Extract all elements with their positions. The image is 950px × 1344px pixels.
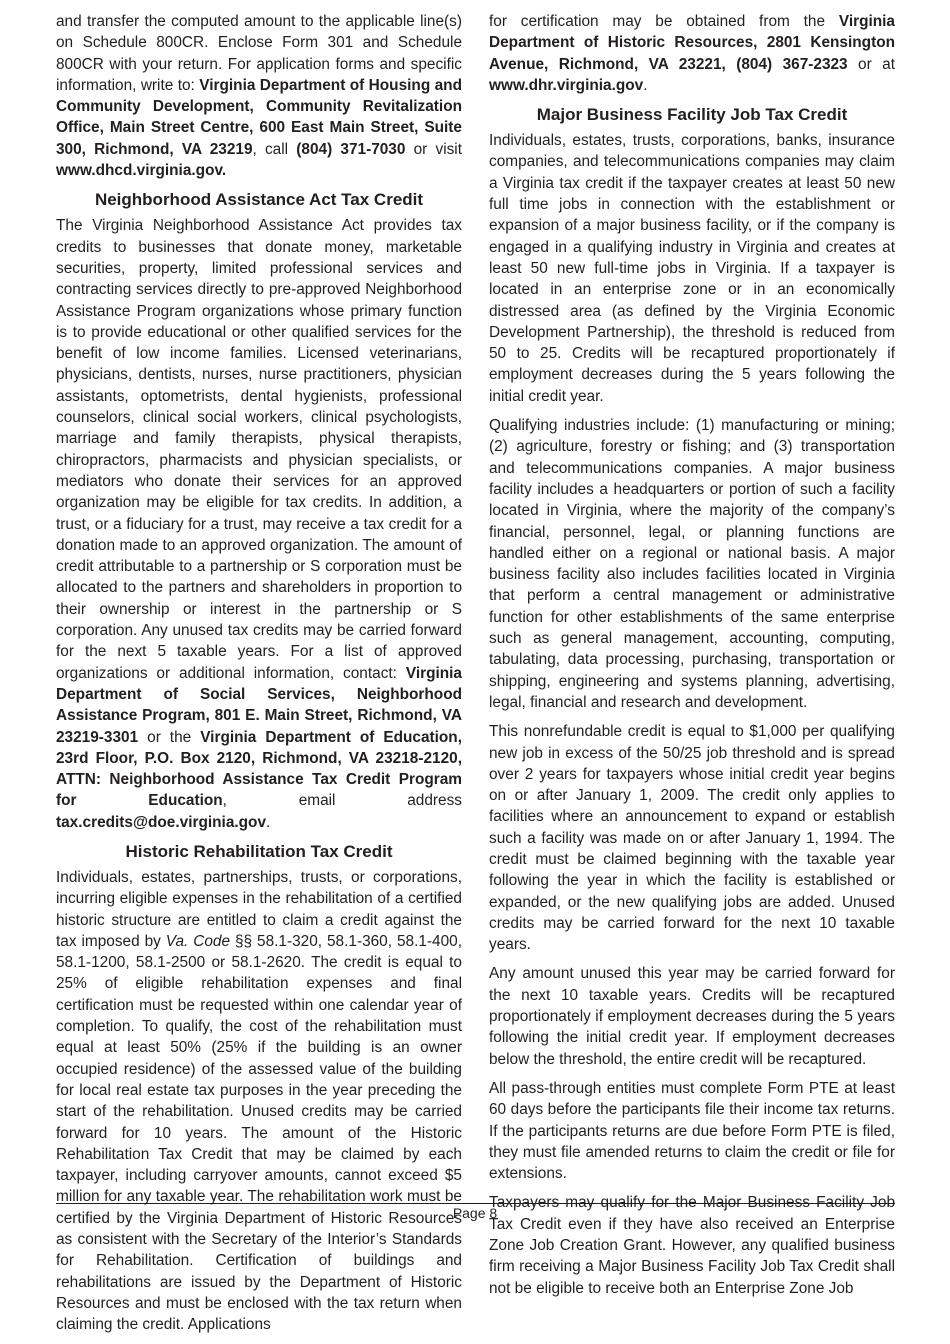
italic-text: Va. Code — [165, 932, 231, 950]
section-heading: Major Business Facility Job Tax Credit — [536, 105, 848, 125]
text-run: The Virginia Neighborhood Assistance Act provides tax credits to businesses that donate money, marketable securities, property, limited professional services and contracting services directly to pre-approved Neighborhood Assistance Program organizations whose primary function is to provide educational or other qualified services for the benefit of low income families. Licensed veterinarians, physicians, dentists, nurses, nurse practitioners, physician assistants, optometrists, dental hygienists, professional counselors, clinical social workers, clinical psychologists, marriage and family therapists, physical therapists, chiropractors, pharmacists and physician specialists, or mediators who donate their services for an approved organization may be eligible for tax credits. In addition, a trust, or a fiduciary for a trust, may receive a tax credit for a donation made to an approved organization. The amount of credit attributable to a partnership or S corporation must be allocated to the partners and shareholders in proportion to their ownership or interest in the partnership or S corporation. Any unused tax credits may be carried forward for the next 5 taxable years. For a list of approved organizations or additional information, contact: — [56, 217, 462, 682]
right-column — [489, 11, 895, 1307]
paragraph — [56, 215, 462, 833]
text-run: . — [266, 813, 271, 831]
paragraph — [489, 11, 895, 96]
text-run: Individuals, estates, partnerships, trusts, or corporations, incurring eligible expenses in the rehabilitation of a certified historic structure are entitled to claim a credit against the tax imposed by — [56, 868, 462, 950]
text-run: §§ 58.1-320, 58.1-360, 58.1-400, 58.1-1200, 58.1-2500 or 58.1-2620. The credit is equal to 25% of eligible rehabilitation expenses and final certification must be requested within one calendar year of completion. To qualify, the cost of the rehabilitation must equal at least 50% (25% if the building is an owner occupied residence) of the assessed value of the building for local real estate tax purposes in the year preceding the start of the rehabilitation. Unused credits may be carried forward for 10 years. The amount of the Historic Rehabilitation Tax Credit that may be claimed by each taxpayer, including carryover amounts, cannot exceed $5 million for any taxable year. The rehabilitation work must be certified by the Virginia Department of Historic Resources as consistent with the Secretary of the Interior’s Standards for Rehabilitation. Certification of buildings and rehabilitations are issued by the Department of Historic Resources and must be enclosed with the tax return when claiming the credit. Applications — [56, 932, 462, 1334]
text-run: , call — [252, 140, 297, 158]
text-run: Qualifying industries include: (1) manufacturing or mining; (2) agriculture, forestry or fishing; and (3) transportation and telecommunications companies. A major business facility includes a headquarters or portion of such a facility located in Virginia, where the majority of the company’s financial, personnel, legal, or planning functions are handled either on a regional or national basis. A major business facility also includes facilities located in Virginia that perform a central management or administrative function for other establishments of the same enterprise such as general management, accounting, computing, tabulating, data processing, purchasing, transportation or shipping, engineering and systems planning, advertising, legal, financial and research and development. — [489, 417, 895, 711]
paragraph — [489, 130, 895, 407]
text-run: and transfer the computed amount to the applicable line(s) on Schedule 800CR. Enclose Form 301 and Schedule 800CR with your return. For application forms and specific information, write to: — [56, 13, 462, 94]
bold-text: Virginia Department of Education, 23rd Floor, P.O. Box 2120, Richmond, VA 23218-2120, ATTN: Neighborhood Assistance Tax Credit Program for Education — [56, 728, 462, 810]
text-run: Any amount unused this year may be carried forward for the next 10 taxable years. Credits will be recaptured proportionately if employment decreases during the 5 years following the initial credit year. If employment decreases below the threshold, the entire credit will be recaptured. — [489, 965, 895, 1068]
bold-text: www.dhcd.virginia.gov. — [56, 162, 227, 180]
paragraph — [489, 415, 895, 713]
text-run: or visit — [405, 140, 463, 158]
bold-text: (804) 371-7030 — [296, 140, 406, 158]
bold-text: tax.credits@doe.virginia.gov — [56, 813, 267, 831]
text-run: for certification may be obtained from the — [489, 13, 839, 30]
text-run: This nonrefundable credit is equal to $1,000 per qualifying new job in excess of the 50/25 job threshold and is spread over 2 years for taxpayers whose initial credit year begins on or after January 1, 2009. The credit only applies to facilities where an announcement to expand or establish such a facility was made on or after January 1, 1994. The credit must be claimed beginning with the taxable year following the year in which the facility is established or expanded, or the new qualifying jobs are added. Unused credits may be carried forward for the next 10 taxable years. — [489, 723, 895, 954]
page-number: Page 8 — [452, 1205, 498, 1221]
paragraph — [56, 867, 462, 1336]
section-heading: Historic Rehabilitation Tax Credit — [125, 841, 393, 861]
section-heading: Neighborhood Assistance Act Tax Credit — [94, 190, 424, 210]
text-run: , email address — [222, 792, 462, 810]
text-run: Taxpayers may qualify for the Major Business Facility Job Tax Credit even if they have also received an Enterprise Zone Job Creation Grant. However, any qualified business firm receiving a Major Business Facility Job Tax Credit shall not be eligible to receive both an Enterprise Zone Job — [489, 1194, 895, 1297]
bold-text: Virginia Department of Social Services, Neighborhood Assistance Program, 801 E. Main Street, Richmond, VA 23219-3301 — [56, 664, 462, 746]
paragraph — [489, 963, 895, 1069]
left-column — [56, 11, 462, 1344]
text-run: All pass-through entities must complete Form PTE at least 60 days before the participants file their income tax returns. If the participants returns are due before Form PTE is filed, they must file amended returns to claim the credit or file for extensions. — [489, 1079, 895, 1183]
text-run: or at — [847, 55, 895, 73]
text-run: or the — [138, 728, 201, 746]
footer-divider — [56, 1203, 895, 1204]
text-run: . — [643, 76, 648, 94]
paragraph — [489, 1078, 895, 1184]
text-run: Individuals, estates, trusts, corporations, banks, insurance companies, and telecommunications companies may claim a Virginia tax credit if the taxpayer creates at least 50 new full time jobs in connection with the establishment or expansion of a major business facility, or if the company is engaged in a qualifying industry in Virginia and creates at least 50 new full-time jobs in Virginia. If a taxpayer is located in an enterprise zone or in an economically distressed area (as defined by the Virginia Economic Development Partnership), the threshold is reduced from 50 to 25. Credits will be recaptured proportionately if employment decreases during the 5 years following the initial credit year. — [489, 132, 895, 405]
paragraph — [56, 11, 462, 181]
bold-text: Virginia Department of Historic Resources, 2801 Kensington Avenue, Richmond, VA 23221, (804) 367-2323 — [489, 13, 895, 73]
bold-text: www.dhr.virginia.gov — [489, 76, 644, 94]
bold-text: Virginia Department of Housing and Community Development, Community Revitalization Office, Main Street Centre, 600 East Main Street, Suite 300, Richmond, VA 23219 — [56, 76, 462, 158]
paragraph — [489, 721, 895, 955]
